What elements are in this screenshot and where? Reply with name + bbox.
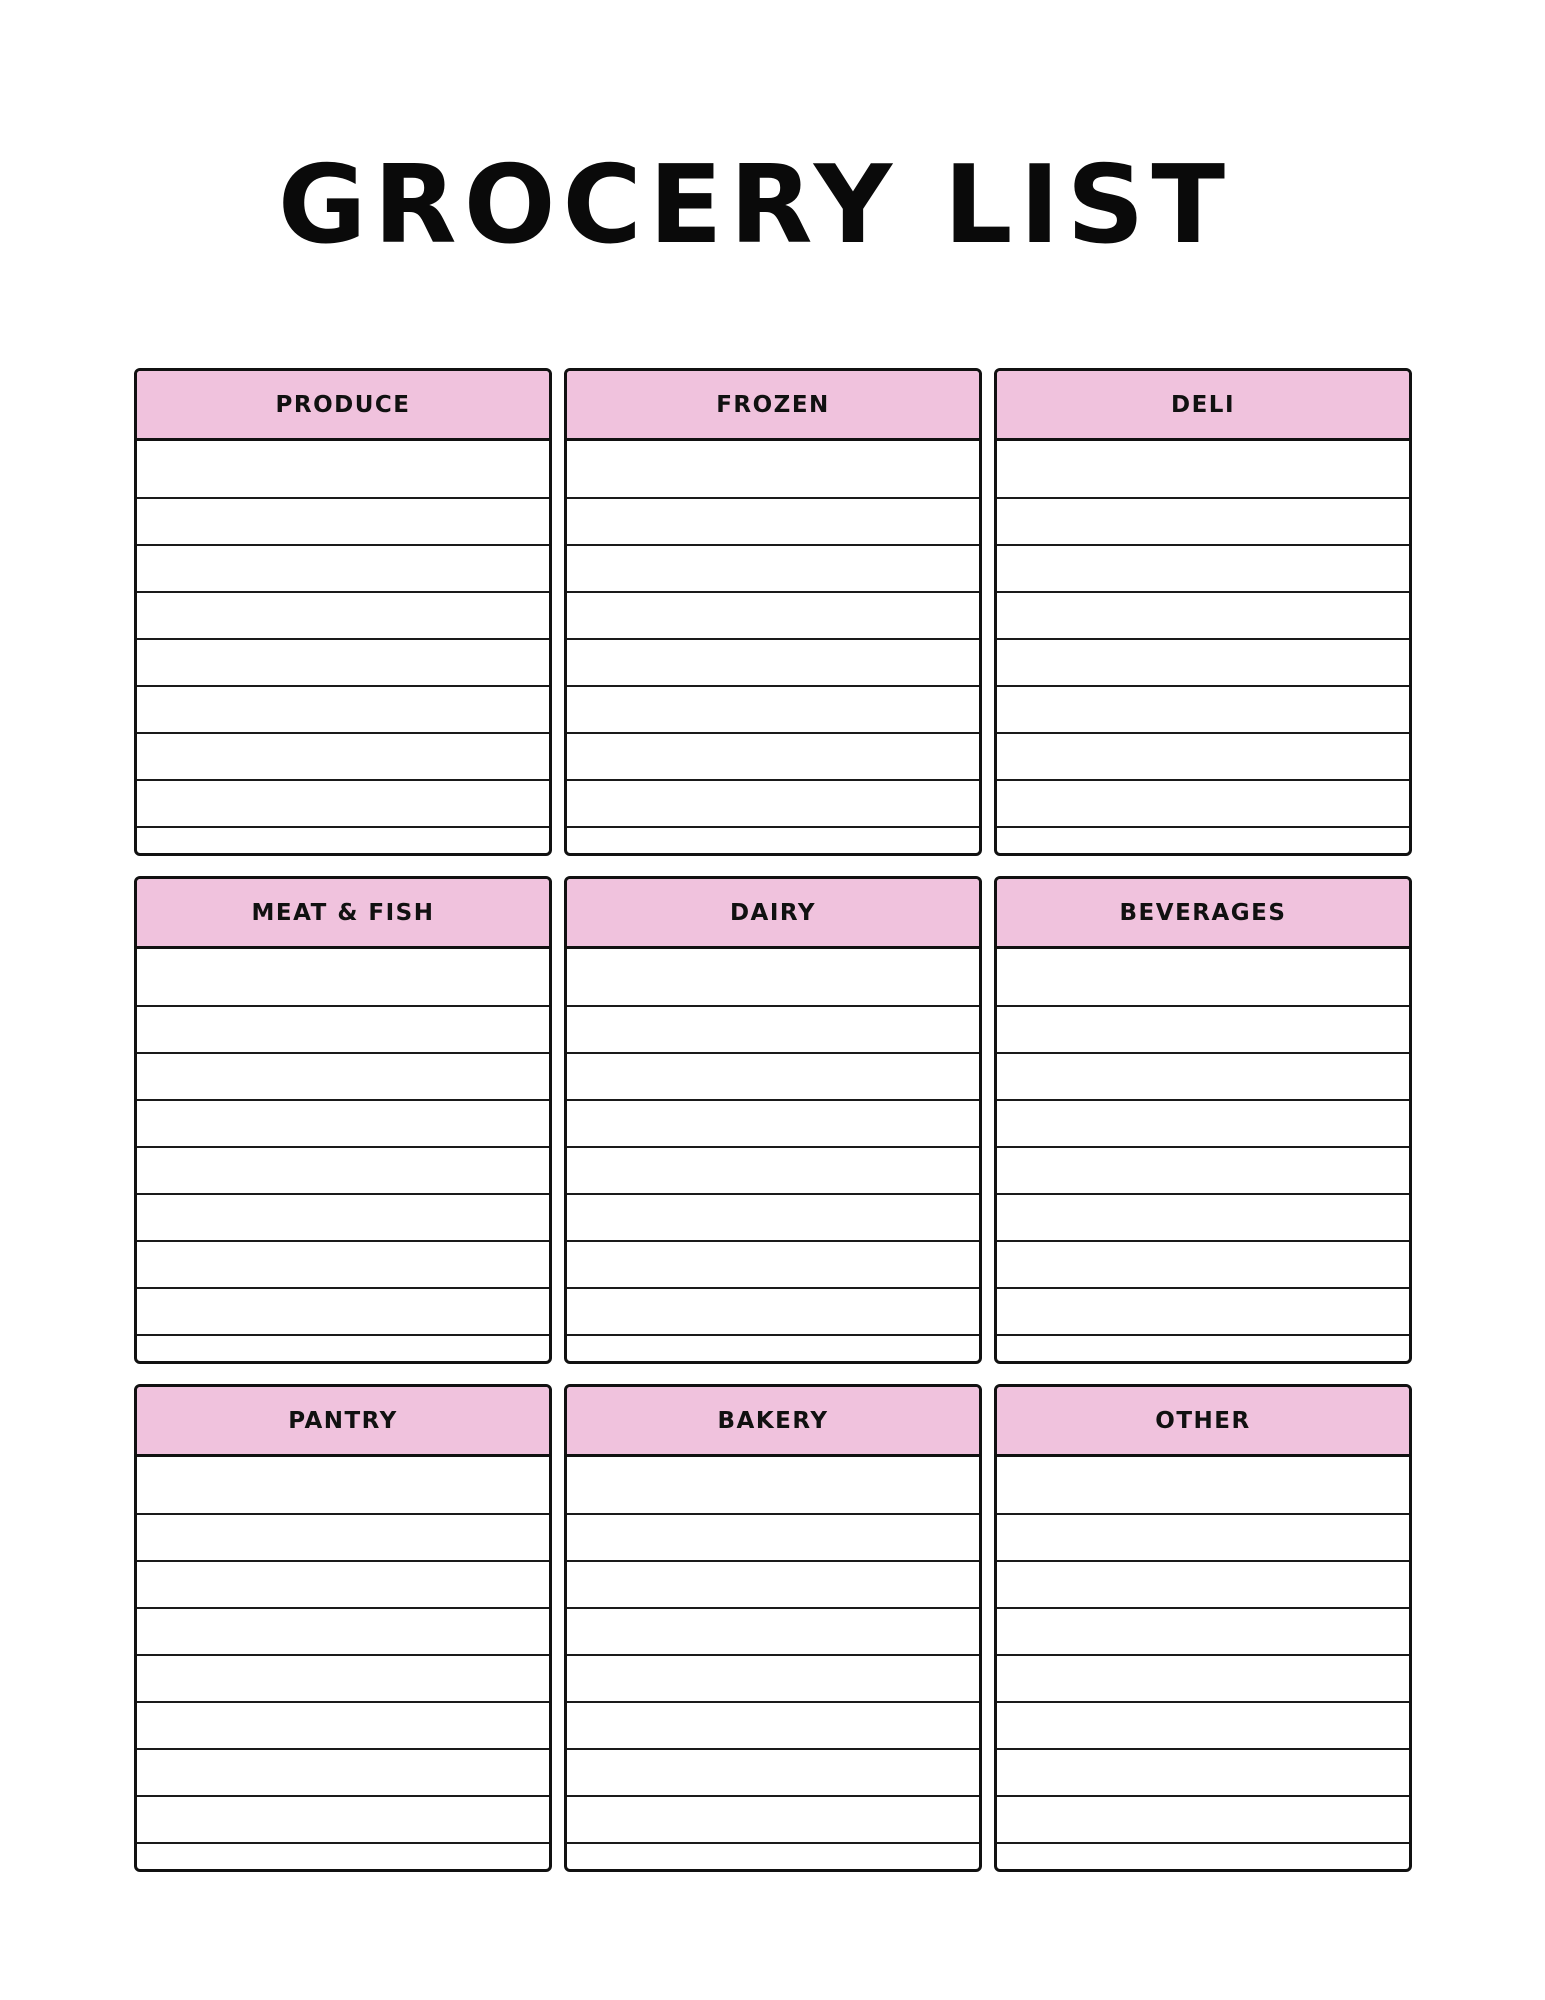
writing-line[interactable] <box>137 1842 549 1872</box>
section-header: DAIRY <box>567 879 979 949</box>
writing-line[interactable] <box>997 1607 1409 1654</box>
writing-line[interactable] <box>137 1052 549 1099</box>
writing-line[interactable] <box>997 826 1409 856</box>
section-lines <box>997 949 1409 1364</box>
writing-line[interactable] <box>137 1654 549 1701</box>
writing-line[interactable] <box>997 1701 1409 1748</box>
section-beverages <box>994 876 1412 1364</box>
writing-line[interactable] <box>997 1146 1409 1193</box>
writing-line[interactable] <box>997 1193 1409 1240</box>
writing-line[interactable] <box>137 1560 549 1607</box>
writing-line[interactable] <box>997 1052 1409 1099</box>
writing-line[interactable] <box>137 826 549 856</box>
writing-line[interactable] <box>997 1560 1409 1607</box>
section-lines <box>137 1457 549 1872</box>
writing-line[interactable] <box>137 497 549 544</box>
section-other <box>994 1384 1412 1872</box>
writing-line[interactable] <box>137 1287 549 1334</box>
writing-line[interactable] <box>997 1334 1409 1364</box>
writing-line[interactable] <box>997 732 1409 779</box>
writing-line[interactable] <box>997 544 1409 591</box>
section-meat-fish <box>134 876 552 1364</box>
sections-grid <box>134 368 1412 1872</box>
writing-line[interactable] <box>567 638 979 685</box>
writing-line[interactable] <box>997 1240 1409 1287</box>
writing-line[interactable] <box>567 1842 979 1872</box>
section-header: DELI <box>997 371 1409 441</box>
writing-line[interactable] <box>997 497 1409 544</box>
writing-line[interactable] <box>137 779 549 826</box>
section-header: PRODUCE <box>137 371 549 441</box>
writing-line[interactable] <box>137 638 549 685</box>
writing-line[interactable] <box>567 1146 979 1193</box>
section-header: OTHER <box>997 1387 1409 1457</box>
writing-line[interactable] <box>567 1287 979 1334</box>
writing-line[interactable] <box>137 591 549 638</box>
section-header: PANTRY <box>137 1387 549 1457</box>
writing-line[interactable] <box>997 1795 1409 1842</box>
writing-line[interactable] <box>567 685 979 732</box>
writing-line[interactable] <box>997 1654 1409 1701</box>
writing-line[interactable] <box>567 732 979 779</box>
writing-line[interactable] <box>137 685 549 732</box>
writing-line[interactable] <box>997 1287 1409 1334</box>
writing-line[interactable] <box>567 497 979 544</box>
writing-line[interactable] <box>137 1005 549 1052</box>
writing-line[interactable] <box>567 779 979 826</box>
writing-line[interactable] <box>567 1334 979 1364</box>
writing-line[interactable] <box>997 1005 1409 1052</box>
writing-line[interactable] <box>567 1193 979 1240</box>
writing-line[interactable] <box>137 1748 549 1795</box>
writing-line[interactable] <box>567 1513 979 1560</box>
section-lines <box>997 1457 1409 1872</box>
writing-line[interactable] <box>137 544 549 591</box>
writing-line[interactable] <box>567 826 979 856</box>
section-frozen <box>564 368 982 856</box>
section-lines <box>137 949 549 1364</box>
section-header: BEVERAGES <box>997 879 1409 949</box>
section-produce <box>134 368 552 856</box>
writing-line[interactable] <box>137 1701 549 1748</box>
section-lines <box>567 441 979 856</box>
writing-line[interactable] <box>567 1560 979 1607</box>
writing-line[interactable] <box>997 779 1409 826</box>
section-pantry <box>134 1384 552 1872</box>
writing-line[interactable] <box>567 1052 979 1099</box>
section-lines <box>137 441 549 856</box>
section-deli <box>994 368 1412 856</box>
writing-line[interactable] <box>997 638 1409 685</box>
writing-line[interactable] <box>567 1099 979 1146</box>
section-header: BAKERY <box>567 1387 979 1457</box>
writing-line[interactable] <box>567 1748 979 1795</box>
writing-line[interactable] <box>137 1334 549 1364</box>
section-lines <box>997 441 1409 856</box>
writing-line[interactable] <box>997 1513 1409 1560</box>
writing-line[interactable] <box>567 1240 979 1287</box>
writing-line[interactable] <box>137 732 549 779</box>
writing-line[interactable] <box>997 1099 1409 1146</box>
section-header: MEAT & FISH <box>137 879 549 949</box>
writing-line[interactable] <box>567 1607 979 1654</box>
writing-line[interactable] <box>997 1748 1409 1795</box>
section-lines <box>567 949 979 1364</box>
writing-line[interactable] <box>137 1193 549 1240</box>
writing-line[interactable] <box>137 1146 549 1193</box>
writing-line[interactable] <box>997 1842 1409 1872</box>
writing-line[interactable] <box>137 1240 549 1287</box>
writing-line[interactable] <box>567 1701 979 1748</box>
writing-line[interactable] <box>137 1513 549 1560</box>
writing-line[interactable] <box>137 1795 549 1842</box>
writing-line[interactable] <box>997 685 1409 732</box>
writing-line[interactable] <box>567 591 979 638</box>
writing-line[interactable] <box>567 544 979 591</box>
page-title: GROCERY LIST <box>277 143 1233 268</box>
writing-line[interactable] <box>137 1099 549 1146</box>
section-dairy <box>564 876 982 1364</box>
writing-line[interactable] <box>997 591 1409 638</box>
section-lines <box>567 1457 979 1872</box>
writing-line[interactable] <box>567 1795 979 1842</box>
writing-line[interactable] <box>567 1005 979 1052</box>
section-bakery <box>564 1384 982 1872</box>
section-header: FROZEN <box>567 371 979 441</box>
writing-line[interactable] <box>567 1654 979 1701</box>
writing-line[interactable] <box>137 1607 549 1654</box>
